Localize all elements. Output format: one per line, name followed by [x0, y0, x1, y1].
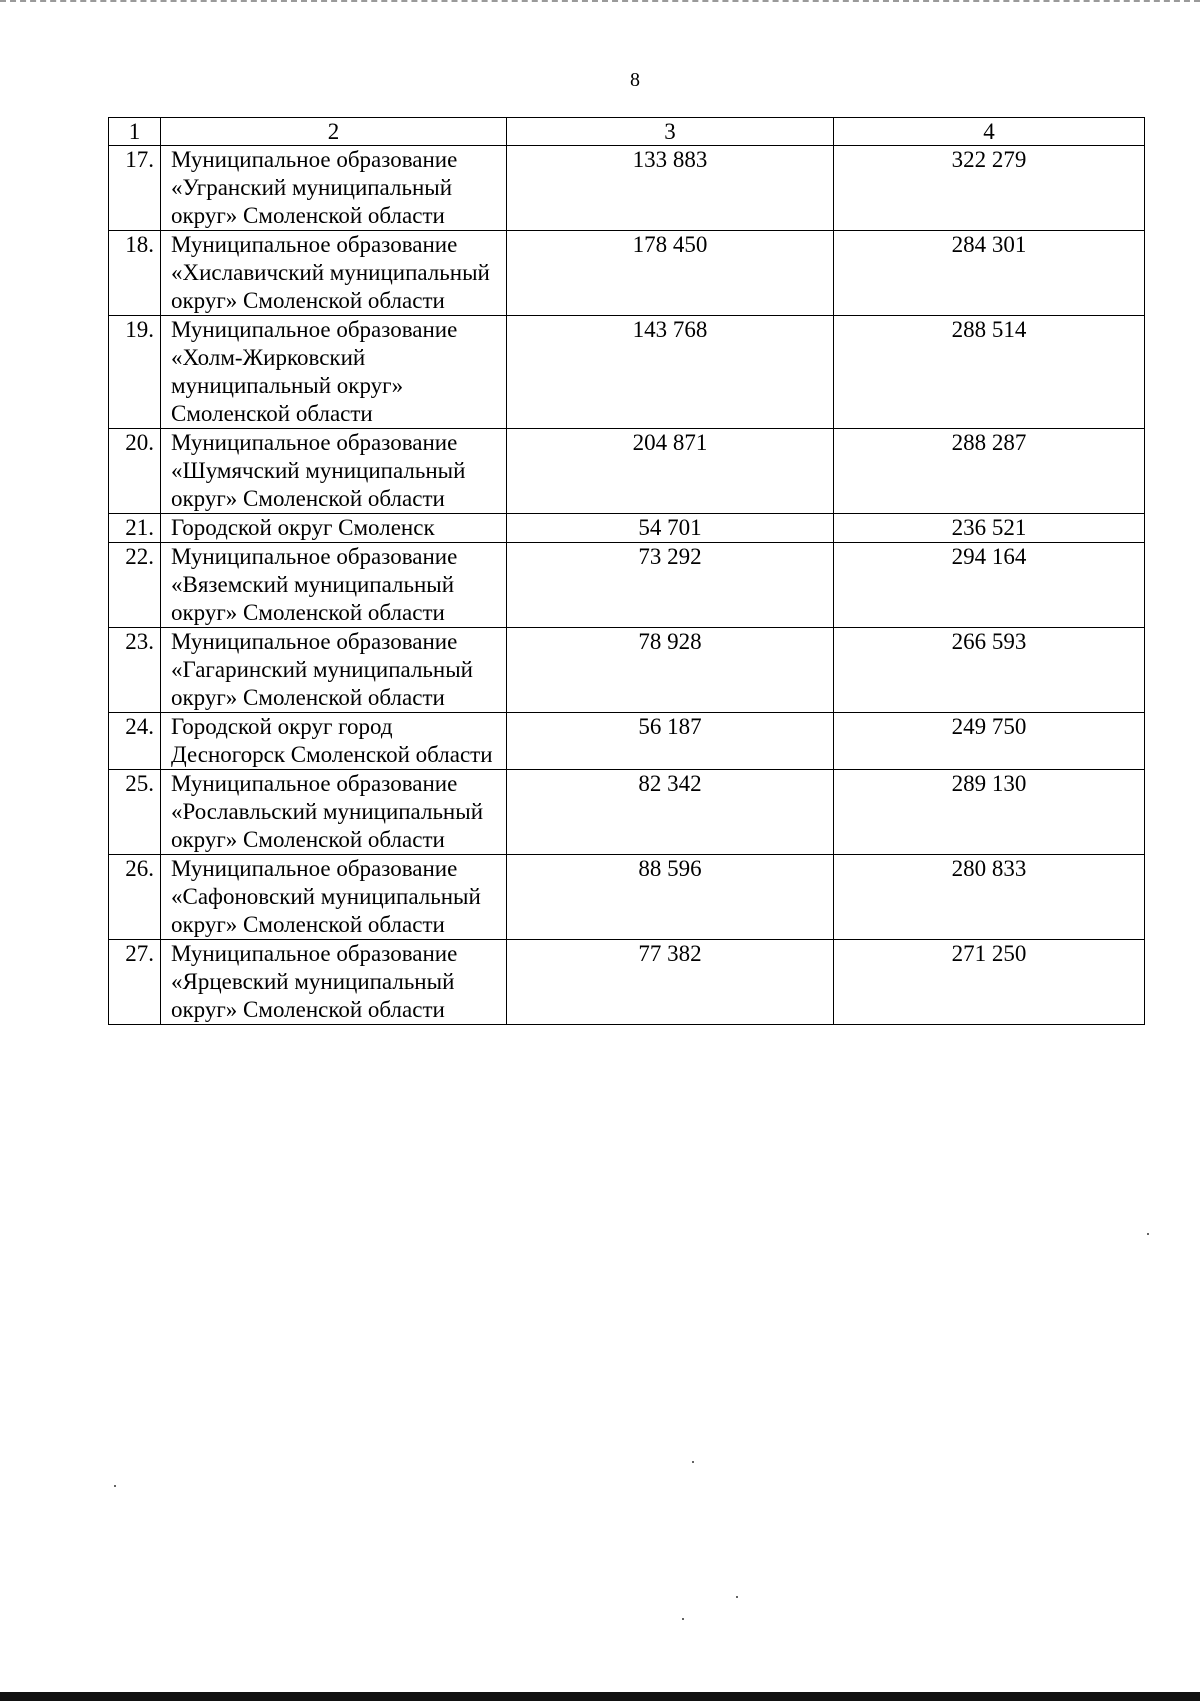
- municipality-name: Муниципальное образование «Холм-Жирковский муниципальный округ» Смоленской области: [161, 316, 507, 429]
- column-header-1: 1: [109, 118, 161, 146]
- value-col4: 249 750: [834, 713, 1145, 770]
- table-header-row: [109, 118, 1145, 146]
- row-number: 21.: [109, 514, 161, 543]
- value-col4: 289 130: [834, 770, 1145, 855]
- value-col4: 280 833: [834, 855, 1145, 940]
- table-row: [109, 855, 1145, 940]
- value-col3: 82 342: [507, 770, 834, 855]
- scan-speck: [736, 1596, 738, 1598]
- value-col3: 54 701: [507, 514, 834, 543]
- value-col4: 294 164: [834, 543, 1145, 628]
- row-number: 18.: [109, 231, 161, 316]
- table-row: [109, 316, 1145, 429]
- column-header-3: 3: [507, 118, 834, 146]
- row-number: 25.: [109, 770, 161, 855]
- row-number: 17.: [109, 146, 161, 231]
- scan-speck: [692, 1461, 694, 1463]
- scan-edge-top: [0, 0, 1200, 3]
- scan-speck: [1147, 1233, 1149, 1235]
- municipality-name: Муниципальное образование «Шумячский муниципальный округ» Смоленской области: [161, 429, 507, 514]
- data-table: [108, 117, 1145, 1025]
- row-number: 19.: [109, 316, 161, 429]
- municipality-name: Муниципальное образование «Гагаринский муниципальный округ» Смоленской области: [161, 628, 507, 713]
- row-number: 20.: [109, 429, 161, 514]
- municipality-name: Муниципальное образование «Ярцевский муниципальный округ» Смоленской области: [161, 940, 507, 1025]
- municipality-name: Муниципальное образование «Вяземский муниципальный округ» Смоленской области: [161, 543, 507, 628]
- value-col3: 56 187: [507, 713, 834, 770]
- table-row: [109, 713, 1145, 770]
- value-col3: 143 768: [507, 316, 834, 429]
- value-col4: 266 593: [834, 628, 1145, 713]
- municipality-name: Муниципальное образование «Хиславичский муниципальный округ» Смоленской области: [161, 231, 507, 316]
- table-row: [109, 628, 1145, 713]
- table-row: [109, 514, 1145, 543]
- value-col4: 284 301: [834, 231, 1145, 316]
- table-header: [109, 118, 1145, 146]
- row-number: 26.: [109, 855, 161, 940]
- municipality-name: Муниципальное образование «Рославльский муниципальный округ» Смоленской области: [161, 770, 507, 855]
- municipality-name: Муниципальное образование «Сафоновский муниципальный округ» Смоленской области: [161, 855, 507, 940]
- municipality-name: Муниципальное образование «Угранский муниципальный округ» Смоленской области: [161, 146, 507, 231]
- value-col3: 204 871: [507, 429, 834, 514]
- value-col3: 77 382: [507, 940, 834, 1025]
- value-col3: 73 292: [507, 543, 834, 628]
- row-number: 27.: [109, 940, 161, 1025]
- scan-speck: [682, 1618, 684, 1620]
- value-col3: 178 450: [507, 231, 834, 316]
- column-header-4: 4: [834, 118, 1145, 146]
- row-number: 23.: [109, 628, 161, 713]
- value-col4: 322 279: [834, 146, 1145, 231]
- row-number: 22.: [109, 543, 161, 628]
- scan-edge-bottom: [0, 1692, 1200, 1701]
- table-row: [109, 429, 1145, 514]
- table-row: [109, 770, 1145, 855]
- value-col3: 88 596: [507, 855, 834, 940]
- value-col4: 288 287: [834, 429, 1145, 514]
- value-col4: 288 514: [834, 316, 1145, 429]
- table-row: [109, 146, 1145, 231]
- scan-speck: [114, 1485, 116, 1487]
- table-row: [109, 940, 1145, 1025]
- table-body: [109, 146, 1145, 1025]
- value-col3: 133 883: [507, 146, 834, 231]
- row-number: 24.: [109, 713, 161, 770]
- value-col4: 271 250: [834, 940, 1145, 1025]
- table-row: [109, 231, 1145, 316]
- page-number: 8: [630, 69, 640, 91]
- value-col3: 78 928: [507, 628, 834, 713]
- column-header-2: 2: [161, 118, 507, 146]
- municipality-name: Городской округ Смоленск: [161, 514, 507, 543]
- value-col4: 236 521: [834, 514, 1145, 543]
- table-row: [109, 543, 1145, 628]
- municipality-name: Городской округ город Десногорск Смоленской области: [161, 713, 507, 770]
